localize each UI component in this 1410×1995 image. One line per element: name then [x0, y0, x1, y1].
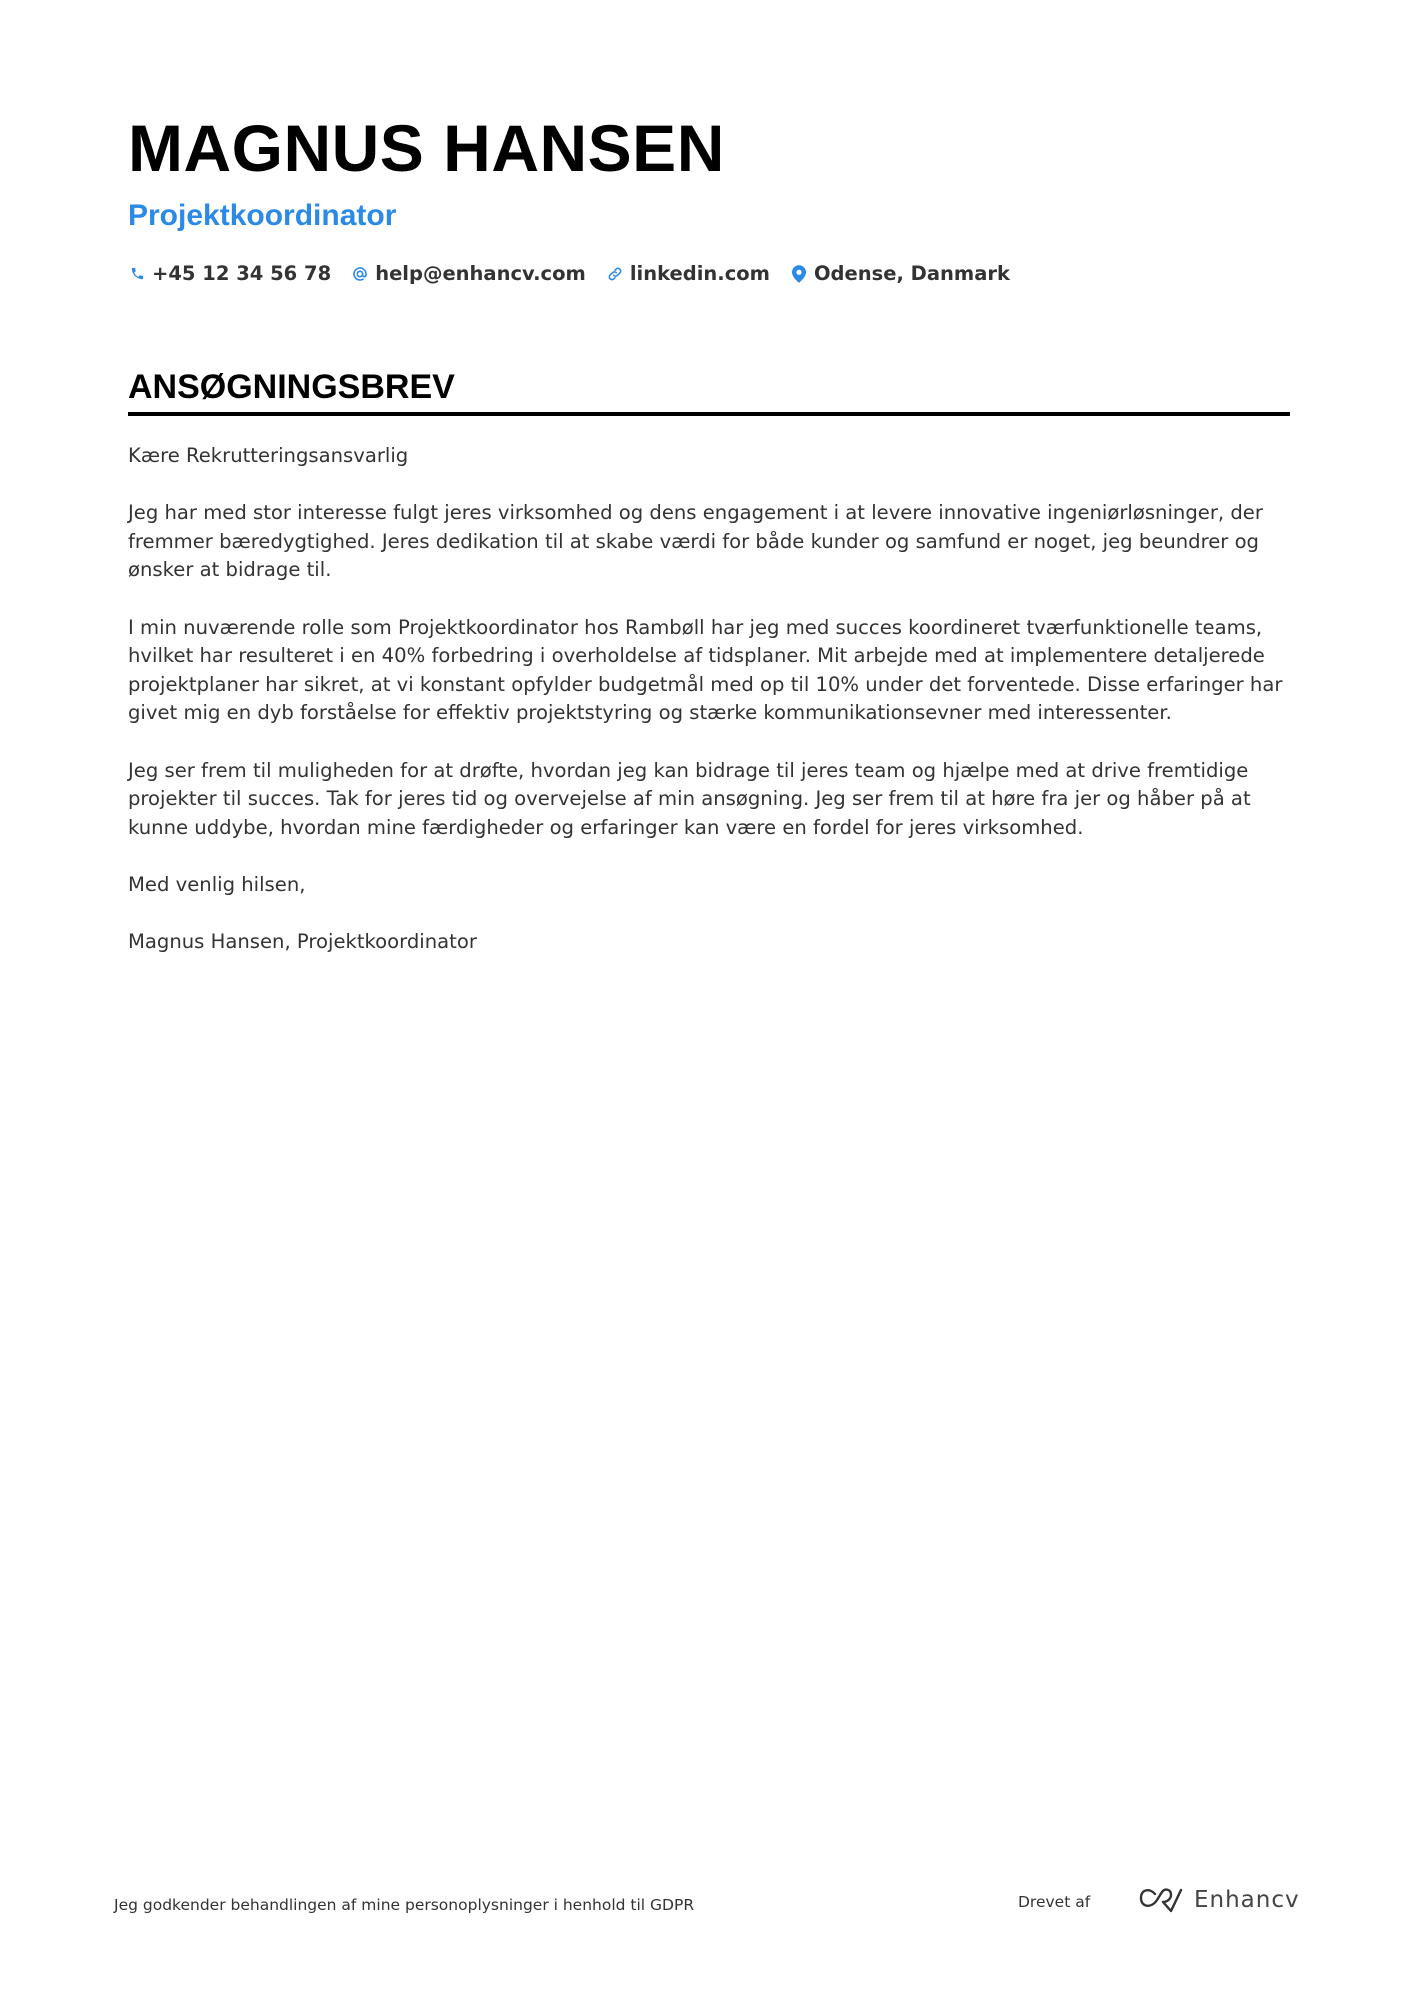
enhancv-logo-icon — [1138, 1886, 1184, 1914]
letter-paragraph: Jeg har med stor interesse fulgt jeres virksomhed og dens engagement i at levere innovative ingeniørløsninger, der fremmer bæredygtighed. Jeres dedikation til at skabe værdi for både kunder og samfund er noget, jeg beundrer og ønsker at bidrage til. — [128, 501, 1263, 582]
contact-email[interactable] — [351, 262, 586, 285]
letter-paragraph: Jeg ser frem til muligheden for at drøfte, hvordan jeg kan bidrage til jeres team og hjælpe med at drive fremtidige projekter til succes. Tak for jeres tid og overvejelse af min ansøgning. Jeg ser frem til at høre fra jer og håber på at kunne uddybe, hvordan mine færdigheder og erfaringer kan være en fordel for jeres virksomhed. — [128, 758, 1251, 839]
location: Odense, Danmark — [813, 262, 1010, 285]
candidate-role: Projektkoordinator — [128, 199, 397, 232]
letter-salutation: Kære Rekrutteringsansvarlig — [128, 444, 409, 467]
at-icon — [351, 264, 369, 284]
letter-paragraph: I min nuværende rolle som Projektkoordinator hos Rambøll har jeg med succes koordineret tværfunktionelle teams, hvilket har resulteret i en 40% forbedring i overholdelse af tidsplaner. Mit arbejde med at implementere detaljerede projektplaner har sikret, at vi konstant opfylder budgetmål med op til 10% under det forventede. Disse erfaringer har givet mig en dyb forståelse for effektiv projektstyring og stærke kommunikationsevner med interessenter. — [128, 615, 1283, 725]
powered-by-label: Drevet af — [1018, 1893, 1091, 1911]
candidate-name: MAGNUS HANSEN — [128, 111, 725, 185]
contact-linkedin[interactable] — [606, 262, 770, 285]
map-pin-icon — [790, 264, 808, 284]
enhancv-brand[interactable] — [1138, 1886, 1300, 1914]
section-title: ANSØGNINGSBREV — [128, 366, 1290, 416]
footer — [114, 1886, 1300, 1926]
contact-location — [790, 262, 1010, 285]
contact-phone — [128, 262, 331, 285]
phone-number: +45 12 34 56 78 — [152, 262, 332, 285]
email-address[interactable]: help@enhancv.com — [375, 262, 586, 285]
linkedin-link[interactable]: linkedin.com — [629, 262, 770, 285]
brand-name: Enhancv — [1194, 1887, 1300, 1913]
cover-letter-section — [128, 366, 1290, 985]
phone-icon — [128, 264, 146, 284]
contact-list — [128, 262, 1288, 285]
letter-closing: Med venlig hilsen, — [128, 872, 306, 896]
letter-signature: Magnus Hansen, Projektkoordinator — [128, 930, 477, 954]
link-icon — [606, 264, 624, 284]
gdpr-consent: Jeg godkender behandlingen af mine personoplysninger i henhold til GDPR — [114, 1896, 695, 1914]
letter-body — [128, 442, 1290, 957]
header — [128, 108, 1288, 285]
